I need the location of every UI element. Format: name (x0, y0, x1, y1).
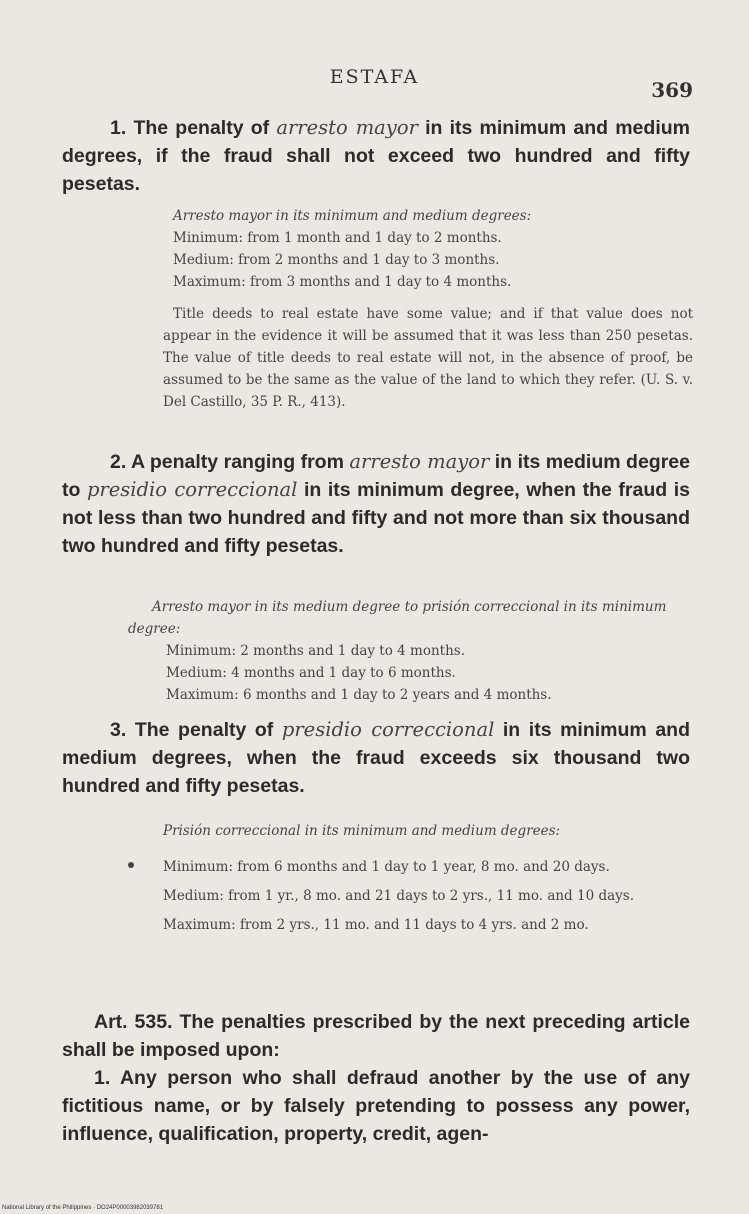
penalty-table-3 (125, 856, 685, 943)
penalty-paragraph-3 (62, 716, 690, 800)
italic-term: arresto mayor (276, 116, 418, 139)
italic-term: presidio correccional (86, 478, 298, 501)
item-number: 1. (110, 117, 127, 139)
paragraph-text: in its minimum and medium degrees, if the fraud shall not exceed two hundred and fifty pesetas. (62, 117, 690, 195)
medium-row: Medium: from 1 yr., 8 mo. and 21 days to 2 yrs., 11 mo. and 10 days. (163, 888, 634, 904)
page-number: 369 (651, 78, 693, 102)
penalty-table-2-heading (128, 596, 688, 640)
scan-footer: National Library of the Philippines · DO24P00003982039781 (2, 1205, 164, 1211)
table-heading: Arresto mayor in its medium degree to prisión correccional in its minimum degree: (128, 599, 667, 637)
article-item-text: 1. Any person who shall defraud another by the use of any fictitious name, or by falsely pretending to possess any power, influence, qualification, property, credit, agen- (62, 1067, 690, 1145)
maximum-row: Maximum: from 3 months and 1 day to 4 months. (173, 274, 512, 290)
penalty-table-2 (166, 640, 686, 706)
maximum-row: Maximum: from 2 yrs., 11 mo. and 11 days to 4 yrs. and 2 mo. (163, 917, 589, 933)
case-note (163, 303, 693, 413)
running-header: ESTAFA (329, 66, 420, 88)
paragraph-text: The penalty of (134, 719, 274, 741)
minimum-row: Minimum: 2 months and 1 day to 4 months. (166, 643, 465, 659)
italic-term: presidio correccional (281, 718, 495, 741)
paragraph-text: in its minimum degree, when the fraud is not less than two hundred and fifty and not more than six thousand two hundred and fifty pesetas. (62, 479, 690, 557)
paragraph-text: in its medium degree to (62, 451, 690, 501)
paragraph-text: A penalty ranging from (131, 451, 344, 473)
minimum-row: Minimum: from 1 month and 1 day to 2 months. (173, 230, 502, 246)
penalty-table-1 (173, 205, 673, 293)
penalty-paragraph-1 (62, 114, 690, 198)
paragraph-text: in its minimum and medium degrees, when the fraud exceeds six thousand two hundred and fifty pesetas. (62, 719, 690, 797)
maximum-row: Maximum: 6 months and 1 day to 2 years and 4 months. (166, 687, 552, 703)
ink-dot (128, 862, 134, 868)
medium-row: Medium: 4 months and 1 day to 6 months. (166, 665, 456, 681)
item-number: 2. (110, 451, 127, 473)
article-535-item-1 (62, 1064, 690, 1148)
table-heading: Prisión correccional in its minimum and medium degrees: (163, 823, 561, 839)
penalty-table-3-heading (163, 820, 683, 842)
table-heading: Arresto mayor in its minimum and medium degrees: (173, 208, 532, 224)
article-535 (62, 1008, 690, 1064)
note-text: Title deeds to real estate have some value; and if that value does not appear in the evidence it will be assumed that it was less than 250 pesetas. The value of title deeds to real estate will not, in the absence of proof, be assumed to be the same as the value of the land to which they refer. (U. S. v. Del Castillo, 35 P. R., 413). (163, 306, 693, 410)
penalty-paragraph-2 (62, 448, 690, 560)
medium-row: Medium: from 2 months and 1 day to 3 months. (173, 252, 500, 268)
paragraph-text: The penalty of (133, 117, 270, 139)
minimum-row: Minimum: from 6 months and 1 day to 1 year, 8 mo. and 20 days. (163, 859, 610, 875)
article-text: Art. 535. The penalties prescribed by the next preceding article shall be imposed upon: (62, 1011, 690, 1061)
item-number: 3. (110, 719, 127, 741)
italic-term: arresto mayor (349, 450, 490, 473)
